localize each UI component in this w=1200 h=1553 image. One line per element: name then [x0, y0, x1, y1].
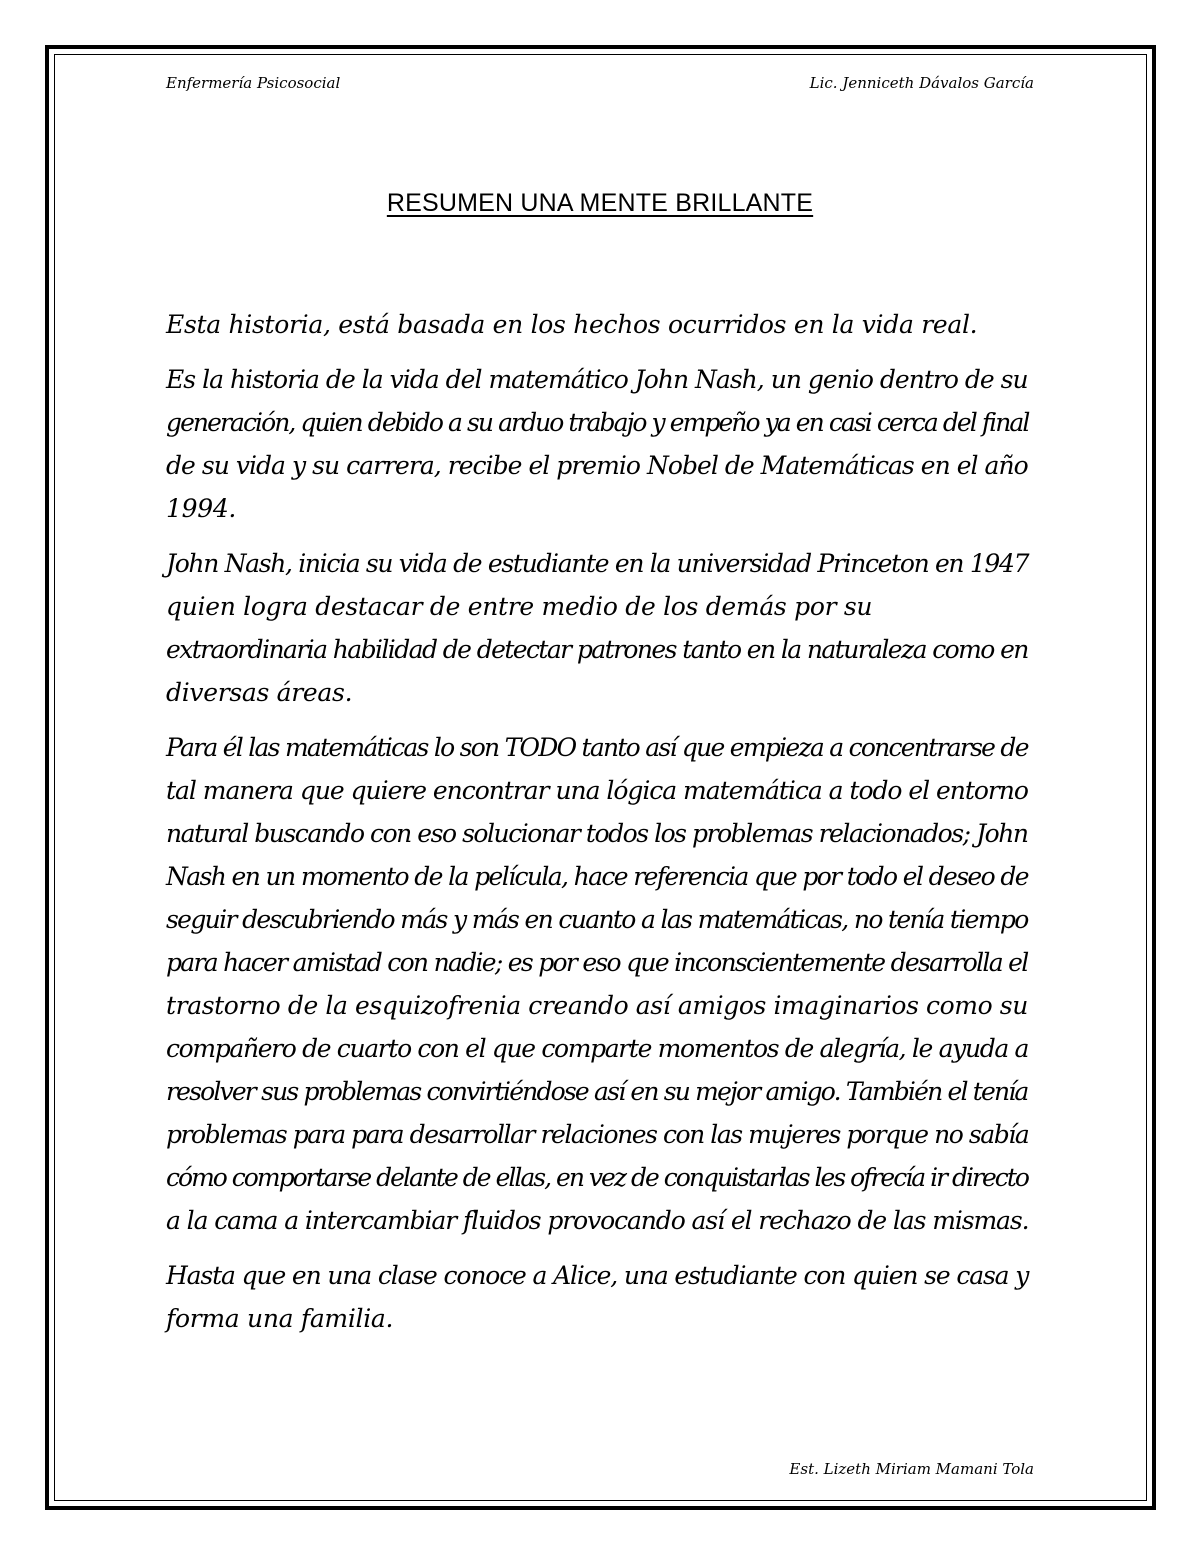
paragraph — [166, 542, 1028, 714]
text-line: Para él las matemáticas lo son TODO tanto así que empieza a concentrarse de — [166, 733, 1028, 762]
text-line: 1994. — [166, 494, 237, 523]
text-line: diversas áreas. — [166, 678, 353, 707]
text-line: compañero de cuarto con el que comparte momentos de alegría, le ayuda a — [166, 1034, 1029, 1063]
text-line: de su vida y su carrera, recibe el premio Nobel de Matemáticas en el año — [166, 451, 1028, 480]
text-line: generación, quien debido a su arduo trabajo y empeño ya en casi cerca del final — [166, 408, 1029, 437]
text-line: Esta historia, está basada en los hechos ocurridos en la vida real. — [166, 310, 978, 339]
text-line: natural buscando con eso solucionar todos los problemas relacionados; John — [166, 819, 1028, 848]
text-line: quien logra destacar de entre medio de los demás por su — [166, 592, 873, 621]
footer-student: Est. Lizeth Miriam Mamani Tola — [789, 1460, 1034, 1478]
text-line: Hasta que en una clase conoce a Alice, una estudiante con quien se casa y — [166, 1261, 1029, 1290]
header-course: Enfermería Psicosocial — [166, 74, 341, 92]
paragraph — [166, 1254, 1028, 1340]
paragraph — [166, 726, 1028, 1242]
text-line: tal manera que quiere encontrar una lógica matemática a todo el entorno — [166, 776, 1028, 805]
text-line: Es la historia de la vida del matemático John Nash, un genio dentro de su — [166, 365, 1028, 394]
text-line: para hacer amistad con nadie; es por eso que inconscientemente desarrolla el — [166, 948, 1028, 977]
text-line: cómo comportarse delante de ellas, en vez de conquistarlas les ofrecía ir directo — [166, 1163, 1028, 1192]
text-line: seguir descubriendo más y más en cuanto a las matemáticas, no tenía tiempo — [166, 905, 1028, 934]
text-line: extraordinaria habilidad de detectar patrones tanto en la naturaleza como en — [166, 635, 1028, 664]
document-title: RESUMEN UNA MENTE BRILLANTE — [386, 189, 814, 217]
text-line: forma una familia. — [166, 1304, 394, 1333]
text-line: John Nash, inicia su vida de estudiante en la universidad Princeton en 1947 — [166, 549, 1029, 578]
header-instructor: Lic. Jenniceth Dávalos García — [809, 74, 1034, 92]
paragraph — [166, 303, 1028, 346]
text-line: trastorno de la esquizofrenia creando así amigos imaginarios como su — [166, 991, 1028, 1020]
text-line: Nash en un momento de la película, hace referencia que por todo el deseo de — [166, 862, 1028, 891]
paragraph — [166, 358, 1028, 530]
document-body — [166, 303, 1028, 1352]
text-line: problemas para para desarrollar relaciones con las mujeres porque no sabía — [166, 1120, 1029, 1149]
text-line: a la cama a intercambiar fluidos provocando así el rechazo de las mismas. — [166, 1206, 1029, 1235]
text-line: resolver sus problemas convirtiéndose así en su mejor amigo. También el tenía — [166, 1077, 1028, 1106]
